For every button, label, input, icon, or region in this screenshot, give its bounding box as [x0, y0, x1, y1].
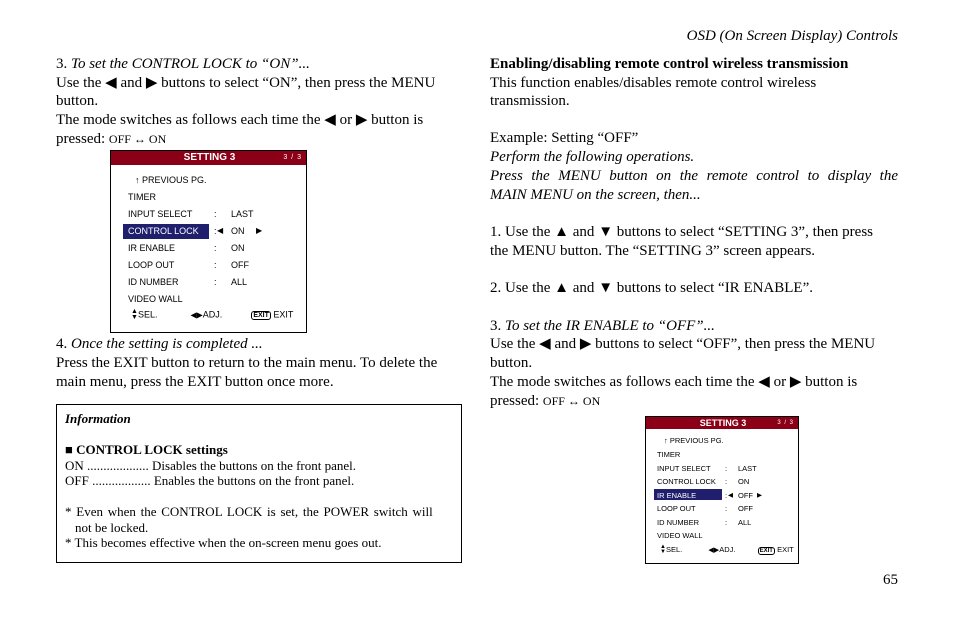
osd-row-label: ID NUMBER	[657, 517, 700, 527]
osd-menu-row[interactable]	[657, 491, 797, 505]
osd-row-label: TIMER	[657, 450, 681, 459]
osd-page: 3 / 3	[777, 420, 794, 426]
paragraph: This function enables/disables remote control wireless	[490, 75, 817, 91]
osd-row-label: CONTROL LOCK	[128, 226, 199, 236]
left-arrow-icon: ◀	[539, 336, 551, 352]
osd-previous-page: ↑ PREVIOUS PG.	[664, 436, 724, 445]
osd-row-value: OFF	[738, 504, 753, 513]
info-note: * Even when the CONTROL LOCK is set, the POWER switch will	[65, 504, 433, 519]
step4-heading: 4. Once the setting is completed ...	[56, 336, 263, 352]
info-line: ON ................... Disables the buttons on the front panel.	[65, 458, 357, 473]
osd-title-bar	[111, 151, 306, 165]
osd-menu-row[interactable]	[657, 531, 797, 545]
osd-row-label: CONTROL LOCK	[657, 477, 716, 486]
paragraph: button.	[56, 93, 99, 109]
left-right-arrow-icon: ◀▶	[190, 310, 203, 320]
osd-row-value: ON	[231, 226, 245, 236]
page-header: OSD (On Screen Display) Controls	[686, 28, 898, 44]
left-arrow-icon: ◀	[728, 491, 733, 499]
osd-row-value: OFF	[738, 490, 753, 500]
osd-menu-row[interactable]	[657, 504, 797, 518]
paragraph: Perform the following operations.	[490, 149, 695, 165]
up-arrow-icon: ▲	[554, 280, 570, 296]
paragraph: Example: Setting “OFF”	[490, 130, 639, 146]
osd-row-separator: :	[725, 463, 728, 473]
step3-heading	[56, 55, 310, 73]
osd-row-label: IR ENABLE	[128, 243, 176, 253]
osd-row-value: ON	[738, 477, 750, 486]
osd-row-label: LOOP OUT	[128, 260, 175, 270]
information-box	[56, 404, 462, 563]
osd-row-value: ON	[231, 243, 245, 253]
osd-row-separator: :	[725, 517, 728, 527]
step3-right-heading: 3. To set the IR ENABLE to “OFF”...	[490, 318, 715, 334]
paragraph: the MENU button. The “SETTING 3” screen appears.	[490, 243, 816, 259]
osd-row-label: INPUT SELECT	[657, 463, 711, 473]
step2: 2. Use the ▲ and ▼ buttons to select “IR ENABLE”.	[490, 280, 814, 296]
osd-row-separator: :	[214, 243, 217, 253]
paragraph: The mode switches as follows each time the ◀ or ▶ button is	[490, 374, 858, 390]
osd-row-separator: :	[214, 209, 217, 219]
step-number: 3.	[56, 56, 68, 72]
osd-footer: ▲ ▼SEL. ◀▶ADJ. EXIT EXIT	[660, 544, 794, 556]
osd-footer: ▲ ▼SEL. ◀▶ADJ. EXIT EXIT	[131, 308, 294, 321]
step1: 1. Use the ▲ and ▼ buttons to select “SETTING 3”, then press	[490, 224, 873, 240]
right-arrow-icon: ▶	[789, 374, 802, 390]
osd-menu-row[interactable]	[657, 464, 797, 478]
info-heading: ■ CONTROL LOCK settings	[65, 442, 228, 457]
paragraph: Press the MENU button on the remote control to display the	[490, 168, 898, 184]
paragraph: pressed: OFF ↔ ON	[56, 131, 167, 147]
osd-menu-row[interactable]	[128, 260, 298, 277]
step-title: To set the CONTROL LOCK to “ON”...	[71, 56, 310, 72]
info-note: * This becomes effective when the on-screen menu goes out.	[65, 535, 382, 550]
right-arrow-icon: ▶	[757, 491, 762, 499]
osd-menu-row[interactable]	[128, 243, 298, 260]
osd-row-value: ALL	[231, 277, 248, 287]
osd-row-separator: :	[725, 504, 728, 513]
osd-row-label: IR ENABLE	[657, 490, 697, 500]
osd-setting3-screen	[645, 416, 799, 564]
osd-row-separator: :	[214, 277, 217, 287]
exit-key-icon: EXIT	[253, 312, 269, 320]
osd-row-separator: :	[725, 490, 728, 500]
osd-row-value: LAST	[738, 463, 757, 473]
osd-menu-row[interactable]	[128, 226, 298, 243]
right-arrow-icon: ▶	[579, 336, 592, 352]
osd-page: 3 / 3	[283, 154, 302, 161]
down-arrow-icon: ▼	[598, 280, 614, 296]
paragraph: Press the EXIT button to return to the main menu. To delete the	[56, 355, 438, 371]
info-title: Information	[65, 411, 131, 426]
osd-title-bar	[646, 417, 798, 429]
osd-row-value: LAST	[231, 209, 254, 219]
paragraph: Use the ◀ and ▶ buttons to select “ON”, then press the MENU	[56, 75, 436, 91]
up-arrow-icon: ↑	[135, 175, 140, 185]
osd-row-label: TIMER	[128, 192, 156, 202]
paragraph: The mode switches as follows each time the ◀ or ▶ button is	[56, 112, 424, 128]
osd-row-separator: :	[214, 226, 217, 236]
left-arrow-icon: ◀	[758, 374, 770, 390]
down-arrow-icon: ▼	[598, 224, 614, 240]
mode-cycle: OFF ↔ ON	[108, 132, 167, 146]
left-arrow-icon: ◀	[324, 112, 336, 128]
osd-menu-row[interactable]	[657, 450, 797, 464]
mode-cycle: OFF ↔ ON	[542, 394, 601, 408]
osd-row-label: INPUT SELECT	[128, 209, 193, 219]
osd-row-label: LOOP OUT	[657, 504, 696, 513]
paragraph: main menu, press the EXIT button once more.	[56, 374, 334, 390]
osd-row-separator: :	[214, 260, 217, 270]
page-number: 65	[883, 572, 898, 588]
paragraph: transmission.	[490, 93, 570, 109]
section-heading: Enabling/disabling remote control wireless transmission	[490, 56, 849, 72]
osd-previous-page: ↑ PREVIOUS PG.	[135, 175, 207, 185]
info-note: not be locked.	[75, 520, 149, 535]
info-line: OFF .................. Enables the buttons on the front panel.	[65, 473, 355, 488]
osd-setting3-screen	[110, 150, 307, 333]
osd-row-value: OFF	[231, 260, 249, 270]
osd-menu-row[interactable]	[657, 518, 797, 532]
paragraph: button.	[490, 355, 533, 371]
up-arrow-icon: ↑	[664, 436, 668, 445]
right-arrow-icon: ▶	[355, 112, 368, 128]
exit-key-icon: EXIT	[759, 548, 773, 554]
up-arrow-icon: ▲	[554, 224, 570, 240]
osd-row-label: VIDEO WALL	[128, 294, 183, 304]
osd-row-separator: :	[725, 477, 728, 486]
left-arrow-icon: ◀	[105, 75, 117, 91]
osd-row-label: VIDEO WALL	[657, 531, 703, 540]
osd-title: SETTING 3	[183, 152, 236, 163]
up-down-arrow-icon: ▲ ▼	[131, 308, 138, 321]
osd-title: SETTING 3	[699, 418, 747, 428]
right-arrow-icon: ▶	[145, 75, 158, 91]
up-down-arrow-icon: ▲ ▼	[660, 544, 666, 556]
osd-menu-row[interactable]	[128, 277, 298, 294]
osd-menu-row[interactable]	[128, 192, 298, 209]
paragraph: Use the ◀ and ▶ buttons to select “OFF”, then press the MENU	[490, 336, 876, 352]
paragraph: pressed: OFF ↔ ON	[490, 393, 601, 409]
right-arrow-icon: ▶	[256, 226, 263, 235]
osd-row-label: ID NUMBER	[128, 277, 179, 287]
paragraph: MAIN MENU on the screen, then...	[490, 187, 701, 203]
left-right-arrow-icon: ◀▶	[708, 547, 720, 554]
left-arrow-icon: ◀	[217, 226, 224, 235]
osd-row-value: ALL	[738, 517, 752, 527]
